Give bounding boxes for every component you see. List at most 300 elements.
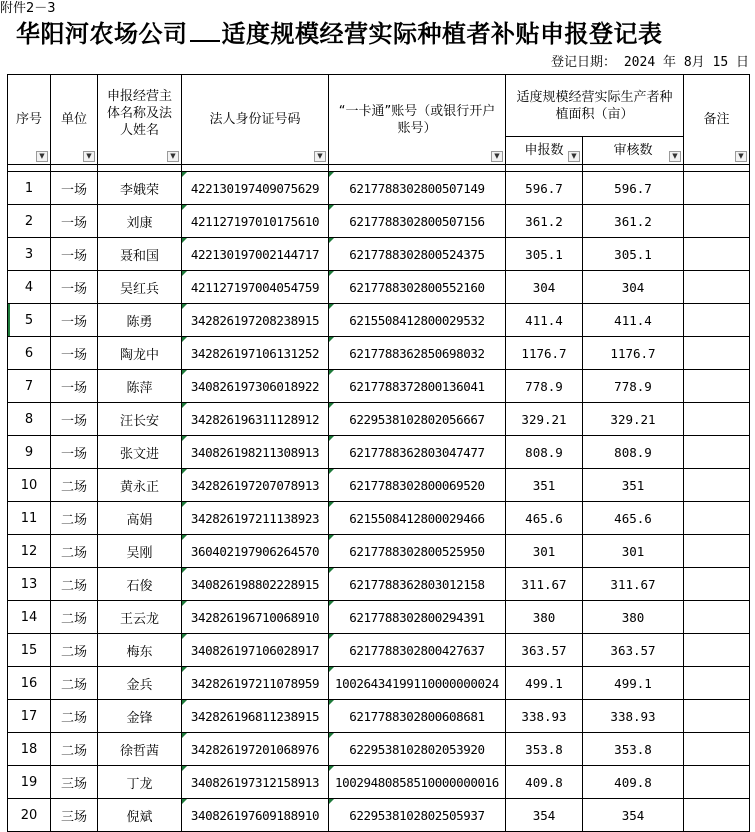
row-unit-cell[interactable]: [51, 304, 98, 337]
text-format-marker: [329, 799, 334, 804]
row-audited-cell[interactable]: [583, 766, 684, 799]
row-index-cell[interactable]: [8, 469, 51, 502]
row-unit-cell[interactable]: [51, 271, 98, 304]
row-name-cell[interactable]: [98, 205, 182, 238]
row-id-cell-value: 422130197409075629: [190, 180, 320, 196]
row-card-cell-value: 6217788362803012158: [349, 576, 485, 592]
row-unit-cell[interactable]: [51, 733, 98, 766]
row-card-cell-value: 6229538102802505937: [349, 807, 485, 823]
filter-dropdown-icon[interactable]: ▼: [568, 151, 580, 162]
table-row[interactable]: [8, 601, 750, 634]
selection-marker: [8, 304, 10, 336]
text-format-marker: [182, 436, 187, 441]
row-index-cell-value: 9: [24, 444, 34, 460]
row-index-cell[interactable]: [8, 271, 51, 304]
row-declared-cell[interactable]: [506, 634, 583, 667]
row-index-cell[interactable]: [8, 337, 51, 370]
row-audited-cell[interactable]: [583, 469, 684, 502]
row-id-cell[interactable]: [182, 733, 329, 766]
row-audited-cell-value: 351: [621, 477, 645, 493]
table-row[interactable]: [8, 172, 750, 205]
row-declared-cell-value: 338.93: [521, 708, 567, 724]
row-audited-cell[interactable]: [583, 799, 684, 832]
row-declared-cell-value: 778.9: [525, 378, 563, 394]
row-audited-cell-value: 808.9: [614, 444, 652, 460]
row-unit-cell-value: 二场: [60, 479, 87, 495]
row-declared-cell[interactable]: [506, 601, 583, 634]
row-card-cell[interactable]: [329, 403, 506, 436]
row-id-cell-value: 342826197106131252: [190, 345, 320, 361]
filter-dropdown-icon[interactable]: ▼: [314, 151, 326, 162]
row-unit-cell-value: 三场: [60, 809, 87, 825]
row-id-cell[interactable]: [182, 601, 329, 634]
row-card-cell[interactable]: [329, 172, 506, 205]
row-declared-cell[interactable]: [506, 436, 583, 469]
row-declared-cell-value: 351: [532, 477, 556, 493]
date-label: 登记日期：: [551, 55, 617, 70]
filter-dropdown-icon[interactable]: ▼: [491, 151, 503, 162]
row-index-cell-value: 10: [20, 477, 38, 493]
row-name-cell-value: 吴红兵: [119, 281, 159, 297]
row-declared-cell-value: 361.2: [525, 213, 563, 229]
row-card-cell-value: 6215508412800029532: [349, 312, 485, 328]
filter-dropdown-icon[interactable]: ▼: [735, 151, 747, 162]
row-name-cell-value: 徐哲茜: [119, 743, 159, 759]
text-format-marker: [329, 370, 334, 375]
header-unit-label: 单位: [60, 112, 87, 127]
row-id-cell[interactable]: [182, 337, 329, 370]
table-row[interactable]: [8, 667, 750, 700]
row-index-cell[interactable]: [8, 700, 51, 733]
row-index-cell[interactable]: [8, 766, 51, 799]
row-audited-cell[interactable]: [583, 304, 684, 337]
filter-dropdown-icon[interactable]: ▼: [36, 151, 48, 162]
row-note-cell[interactable]: [684, 634, 750, 667]
row-declared-cell[interactable]: [506, 535, 583, 568]
row-audited-cell[interactable]: [583, 733, 684, 766]
text-format-marker: [329, 601, 334, 606]
row-card-cell[interactable]: [329, 634, 506, 667]
row-declared-cell[interactable]: [506, 205, 583, 238]
row-id-cell-value: 342826197201068976: [190, 741, 320, 757]
row-note-cell[interactable]: [684, 238, 750, 271]
row-note-cell[interactable]: [684, 601, 750, 634]
row-name-cell[interactable]: [98, 337, 182, 370]
row-card-cell-value: 6217788302800507156: [349, 213, 485, 229]
table-row[interactable]: [8, 238, 750, 271]
row-name-cell-value: 高娟: [126, 512, 153, 528]
row-index-cell-value: 3: [24, 246, 34, 262]
row-name-cell[interactable]: [98, 172, 182, 205]
row-note-cell[interactable]: [684, 403, 750, 436]
row-note-cell[interactable]: [684, 436, 750, 469]
row-unit-cell[interactable]: [51, 403, 98, 436]
row-declared-cell[interactable]: [506, 271, 583, 304]
row-audited-cell[interactable]: [583, 568, 684, 601]
row-id-cell-value: 340826197609188910: [190, 807, 320, 823]
row-id-cell[interactable]: [182, 403, 329, 436]
row-id-cell[interactable]: [182, 205, 329, 238]
row-id-cell[interactable]: [182, 502, 329, 535]
row-id-cell-value: 421127197010175610: [190, 213, 320, 229]
row-name-cell[interactable]: [98, 271, 182, 304]
row-declared-cell[interactable]: [506, 238, 583, 271]
row-unit-cell[interactable]: [51, 238, 98, 271]
row-id-cell[interactable]: [182, 370, 329, 403]
table-row[interactable]: [8, 766, 750, 799]
row-audited-cell[interactable]: [583, 238, 684, 271]
row-unit-cell[interactable]: [51, 634, 98, 667]
row-unit-cell[interactable]: [51, 436, 98, 469]
row-card-cell[interactable]: [329, 700, 506, 733]
row-name-cell-value: 陈萍: [126, 380, 153, 396]
row-card-cell[interactable]: [329, 667, 506, 700]
row-declared-cell-value: 409.8: [525, 774, 563, 790]
row-name-cell[interactable]: [98, 766, 182, 799]
row-name-cell[interactable]: [98, 700, 182, 733]
row-audited-cell-value: 304: [621, 279, 645, 295]
row-index-cell[interactable]: [8, 205, 51, 238]
table-row[interactable]: [8, 403, 750, 436]
row-index-cell[interactable]: [8, 733, 51, 766]
row-card-cell-value: 6217788362803047477: [349, 444, 485, 460]
row-card-cell[interactable]: [329, 337, 506, 370]
text-format-marker: [182, 634, 187, 639]
row-index-cell-value: 11: [20, 510, 38, 526]
row-card-cell-value: 6217788302800524375: [349, 246, 485, 262]
row-index-cell[interactable]: [8, 238, 51, 271]
sheet-title: [0, 17, 755, 50]
row-name-cell[interactable]: [98, 469, 182, 502]
table-row[interactable]: [8, 799, 750, 832]
row-audited-cell[interactable]: [583, 667, 684, 700]
row-name-cell[interactable]: [98, 799, 182, 832]
row-unit-cell[interactable]: [51, 337, 98, 370]
row-note-cell[interactable]: [684, 205, 750, 238]
row-audited-cell[interactable]: [583, 700, 684, 733]
text-format-marker: [329, 535, 334, 540]
row-index-cell[interactable]: [8, 535, 51, 568]
row-name-cell-value: 汪长安: [119, 413, 159, 429]
row-unit-cell-value: 二场: [60, 512, 87, 528]
row-name-cell[interactable]: [98, 568, 182, 601]
header-id-label: 法人身份证号码: [209, 112, 301, 127]
row-note-cell[interactable]: [684, 766, 750, 799]
row-id-cell[interactable]: [182, 667, 329, 700]
text-format-marker: [329, 337, 334, 342]
row-unit-cell-value: 二场: [60, 644, 87, 660]
row-id-cell-value: 421127197004054759: [190, 279, 320, 295]
table-row[interactable]: [8, 337, 750, 370]
table-row[interactable]: [8, 568, 750, 601]
row-id-cell[interactable]: [182, 568, 329, 601]
row-index-cell[interactable]: [8, 436, 51, 469]
row-note-cell[interactable]: [684, 172, 750, 205]
title-rest: 适度规模经营实际种植者补贴申报登记表: [221, 19, 663, 48]
row-id-cell-value: 422130197002144717: [190, 246, 320, 262]
table-row[interactable]: [8, 205, 750, 238]
row-card-cell[interactable]: [329, 601, 506, 634]
row-audited-cell[interactable]: [583, 337, 684, 370]
row-unit-cell-value: 三场: [60, 776, 87, 792]
row-card-cell[interactable]: [329, 535, 506, 568]
row-audited-cell-value: 1176.7: [610, 345, 656, 361]
row-declared-cell[interactable]: [506, 700, 583, 733]
row-note-cell[interactable]: [684, 700, 750, 733]
row-name-cell[interactable]: [98, 634, 182, 667]
row-index-cell-value: 1: [24, 180, 34, 196]
row-card-cell[interactable]: [329, 205, 506, 238]
row-audited-cell[interactable]: [583, 205, 684, 238]
row-audited-cell[interactable]: [583, 172, 684, 205]
row-name-cell-value: 黄永正: [119, 479, 159, 495]
row-declared-cell[interactable]: [506, 502, 583, 535]
row-card-cell[interactable]: [329, 238, 506, 271]
row-card-cell[interactable]: [329, 766, 506, 799]
table-row[interactable]: [8, 733, 750, 766]
row-audited-cell[interactable]: [583, 436, 684, 469]
row-declared-cell[interactable]: [506, 304, 583, 337]
row-index-cell-value: 12: [20, 543, 38, 559]
row-name-cell[interactable]: [98, 304, 182, 337]
row-index-cell-value: 4: [24, 279, 34, 295]
filter-dropdown-icon[interactable]: ▼: [83, 151, 95, 162]
row-note-cell[interactable]: [684, 370, 750, 403]
row-index-cell[interactable]: [8, 502, 51, 535]
row-name-cell-value: 李娥荣: [119, 182, 159, 198]
row-declared-cell[interactable]: [506, 403, 583, 436]
row-id-cell-value: 340826197106028917: [190, 642, 320, 658]
title-underline: [190, 18, 220, 42]
row-name-cell[interactable]: [98, 370, 182, 403]
row-declared-cell[interactable]: [506, 667, 583, 700]
row-index-cell[interactable]: [8, 304, 51, 337]
header-audited-label: 审核数: [613, 143, 653, 158]
row-index-cell[interactable]: [8, 403, 51, 436]
row-note-cell[interactable]: [684, 799, 750, 832]
row-name-cell[interactable]: [98, 436, 182, 469]
row-declared-cell-value: 596.7: [525, 180, 563, 196]
text-format-marker: [182, 205, 187, 210]
text-format-marker: [329, 766, 334, 771]
row-unit-cell-value: 一场: [60, 413, 87, 429]
row-index-cell[interactable]: [8, 568, 51, 601]
row-id-cell-value: 340826198802228915: [190, 576, 320, 592]
row-audited-cell[interactable]: [583, 271, 684, 304]
row-note-cell[interactable]: [684, 733, 750, 766]
header-note: [684, 75, 750, 165]
row-unit-cell-value: 一场: [60, 446, 87, 462]
row-id-cell-value: 340826197306018922: [190, 378, 320, 394]
row-index-cell[interactable]: [8, 172, 51, 205]
row-id-cell-value: 360402197906264570: [190, 543, 320, 559]
row-index-cell-value: 6: [24, 345, 34, 361]
row-name-cell[interactable]: [98, 238, 182, 271]
filter-dropdown-icon[interactable]: ▼: [167, 151, 179, 162]
row-declared-cell[interactable]: [506, 568, 583, 601]
row-unit-cell[interactable]: [51, 205, 98, 238]
row-declared-cell[interactable]: [506, 766, 583, 799]
row-unit-cell[interactable]: [51, 700, 98, 733]
row-index-cell[interactable]: [8, 601, 51, 634]
row-card-cell[interactable]: [329, 436, 506, 469]
row-note-cell[interactable]: [684, 568, 750, 601]
row-unit-cell[interactable]: [51, 667, 98, 700]
text-format-marker: [182, 238, 187, 243]
row-id-cell[interactable]: [182, 634, 329, 667]
row-name-cell-value: 刘康: [126, 215, 153, 231]
row-id-cell[interactable]: [182, 535, 329, 568]
row-card-cell[interactable]: [329, 271, 506, 304]
text-format-marker: [329, 469, 334, 474]
row-card-cell[interactable]: [329, 370, 506, 403]
row-unit-cell-value: 一场: [60, 215, 87, 231]
row-name-cell[interactable]: [98, 733, 182, 766]
row-id-cell[interactable]: [182, 238, 329, 271]
row-index-cell-value: 18: [20, 741, 38, 757]
text-format-marker: [182, 337, 187, 342]
row-index-cell[interactable]: [8, 799, 51, 832]
row-declared-cell[interactable]: [506, 370, 583, 403]
row-audited-cell-value: 301: [621, 543, 645, 559]
row-card-cell-value: 6217788302800507149: [349, 180, 485, 196]
row-audited-cell[interactable]: [583, 502, 684, 535]
row-declared-cell[interactable]: [506, 733, 583, 766]
row-name-cell[interactable]: [98, 403, 182, 436]
row-declared-cell[interactable]: [506, 337, 583, 370]
text-format-marker: [182, 568, 187, 573]
row-declared-cell[interactable]: [506, 172, 583, 205]
row-audited-cell[interactable]: [583, 535, 684, 568]
row-index-cell[interactable]: [8, 370, 51, 403]
table-row[interactable]: [8, 271, 750, 304]
row-audited-cell-value: 499.1: [614, 675, 652, 691]
header-name: [98, 75, 182, 165]
row-note-cell[interactable]: [684, 667, 750, 700]
row-audited-cell-value: 338.93: [610, 708, 656, 724]
row-unit-cell[interactable]: [51, 568, 98, 601]
row-declared-cell-value: 499.1: [525, 675, 563, 691]
row-unit-cell[interactable]: [51, 370, 98, 403]
row-id-cell[interactable]: [182, 271, 329, 304]
row-declared-cell-value: 311.67: [521, 576, 567, 592]
row-audited-cell-value: 778.9: [614, 378, 652, 394]
row-card-cell-value: 6229538102802053920: [349, 741, 485, 757]
row-note-cell[interactable]: [684, 337, 750, 370]
row-id-cell-value: 342826197211078959: [190, 675, 320, 691]
row-card-cell[interactable]: [329, 304, 506, 337]
row-unit-cell-value: 二场: [60, 743, 87, 759]
row-unit-cell-value: 一场: [60, 314, 87, 330]
row-id-cell[interactable]: [182, 436, 329, 469]
row-id-cell-value: 342826196811238915: [190, 708, 320, 724]
table-row[interactable]: [8, 700, 750, 733]
row-unit-cell-value: 一场: [60, 347, 87, 363]
header-area: [506, 75, 684, 137]
row-card-cell[interactable]: [329, 502, 506, 535]
row-note-cell[interactable]: [684, 535, 750, 568]
table-row[interactable]: [8, 304, 750, 337]
row-unit-cell[interactable]: [51, 766, 98, 799]
row-index-cell-value: 20: [20, 807, 38, 823]
header-id: [182, 75, 329, 165]
row-unit-cell[interactable]: [51, 601, 98, 634]
row-audited-cell-value: 363.57: [610, 642, 656, 658]
row-id-cell[interactable]: [182, 304, 329, 337]
row-note-cell[interactable]: [684, 304, 750, 337]
row-name-cell[interactable]: [98, 502, 182, 535]
row-audited-cell[interactable]: [583, 403, 684, 436]
table-row[interactable]: [8, 469, 750, 502]
table-row[interactable]: [8, 634, 750, 667]
row-card-cell[interactable]: [329, 469, 506, 502]
row-id-cell[interactable]: [182, 799, 329, 832]
text-format-marker: [329, 667, 334, 672]
row-note-cell[interactable]: [684, 271, 750, 304]
row-audited-cell[interactable]: [583, 370, 684, 403]
row-id-cell[interactable]: [182, 700, 329, 733]
row-id-cell[interactable]: [182, 469, 329, 502]
text-format-marker: [182, 700, 187, 705]
row-card-cell-value: 6217788302800294391: [349, 609, 485, 625]
row-id-cell-value: 342826196710068910: [190, 609, 320, 625]
row-declared-cell[interactable]: [506, 469, 583, 502]
text-format-marker: [182, 403, 187, 408]
row-name-cell[interactable]: [98, 667, 182, 700]
row-note-cell[interactable]: [684, 469, 750, 502]
row-audited-cell[interactable]: [583, 634, 684, 667]
table-row[interactable]: [8, 535, 750, 568]
row-unit-cell[interactable]: [51, 535, 98, 568]
row-declared-cell[interactable]: [506, 799, 583, 832]
text-format-marker: [329, 271, 334, 276]
row-audited-cell-value: 354: [621, 807, 645, 823]
row-audited-cell-value: 596.7: [614, 180, 652, 196]
table-row[interactable]: [8, 502, 750, 535]
row-unit-cell-value: 二场: [60, 710, 87, 726]
row-unit-cell[interactable]: [51, 502, 98, 535]
row-name-cell[interactable]: [98, 601, 182, 634]
row-id-cell[interactable]: [182, 172, 329, 205]
row-index-cell-value: 13: [20, 576, 38, 592]
row-name-cell[interactable]: [98, 535, 182, 568]
table-row[interactable]: [8, 436, 750, 469]
row-unit-cell[interactable]: [51, 172, 98, 205]
row-index-cell-value: 8: [24, 411, 34, 427]
row-unit-cell-value: 二场: [60, 677, 87, 693]
row-index-cell-value: 14: [20, 609, 38, 625]
row-index-cell[interactable]: [8, 667, 51, 700]
row-audited-cell[interactable]: [583, 601, 684, 634]
row-declared-cell-value: 329.21: [521, 411, 567, 427]
row-audited-cell-value: 380: [621, 609, 645, 625]
row-unit-cell[interactable]: [51, 799, 98, 832]
header-card: [329, 75, 506, 165]
row-card-cell[interactable]: [329, 733, 506, 766]
header-audited: [583, 137, 684, 165]
row-id-cell[interactable]: [182, 766, 329, 799]
row-unit-cell[interactable]: [51, 469, 98, 502]
row-note-cell[interactable]: [684, 502, 750, 535]
row-index-cell[interactable]: [8, 634, 51, 667]
table-row[interactable]: [8, 370, 750, 403]
filter-dropdown-icon[interactable]: ▼: [669, 151, 681, 162]
row-id-cell-value: 340826197312158913: [190, 774, 320, 790]
row-card-cell[interactable]: [329, 568, 506, 601]
row-audited-cell-value: 305.1: [614, 246, 652, 262]
row-card-cell[interactable]: [329, 799, 506, 832]
text-format-marker: [182, 469, 187, 474]
